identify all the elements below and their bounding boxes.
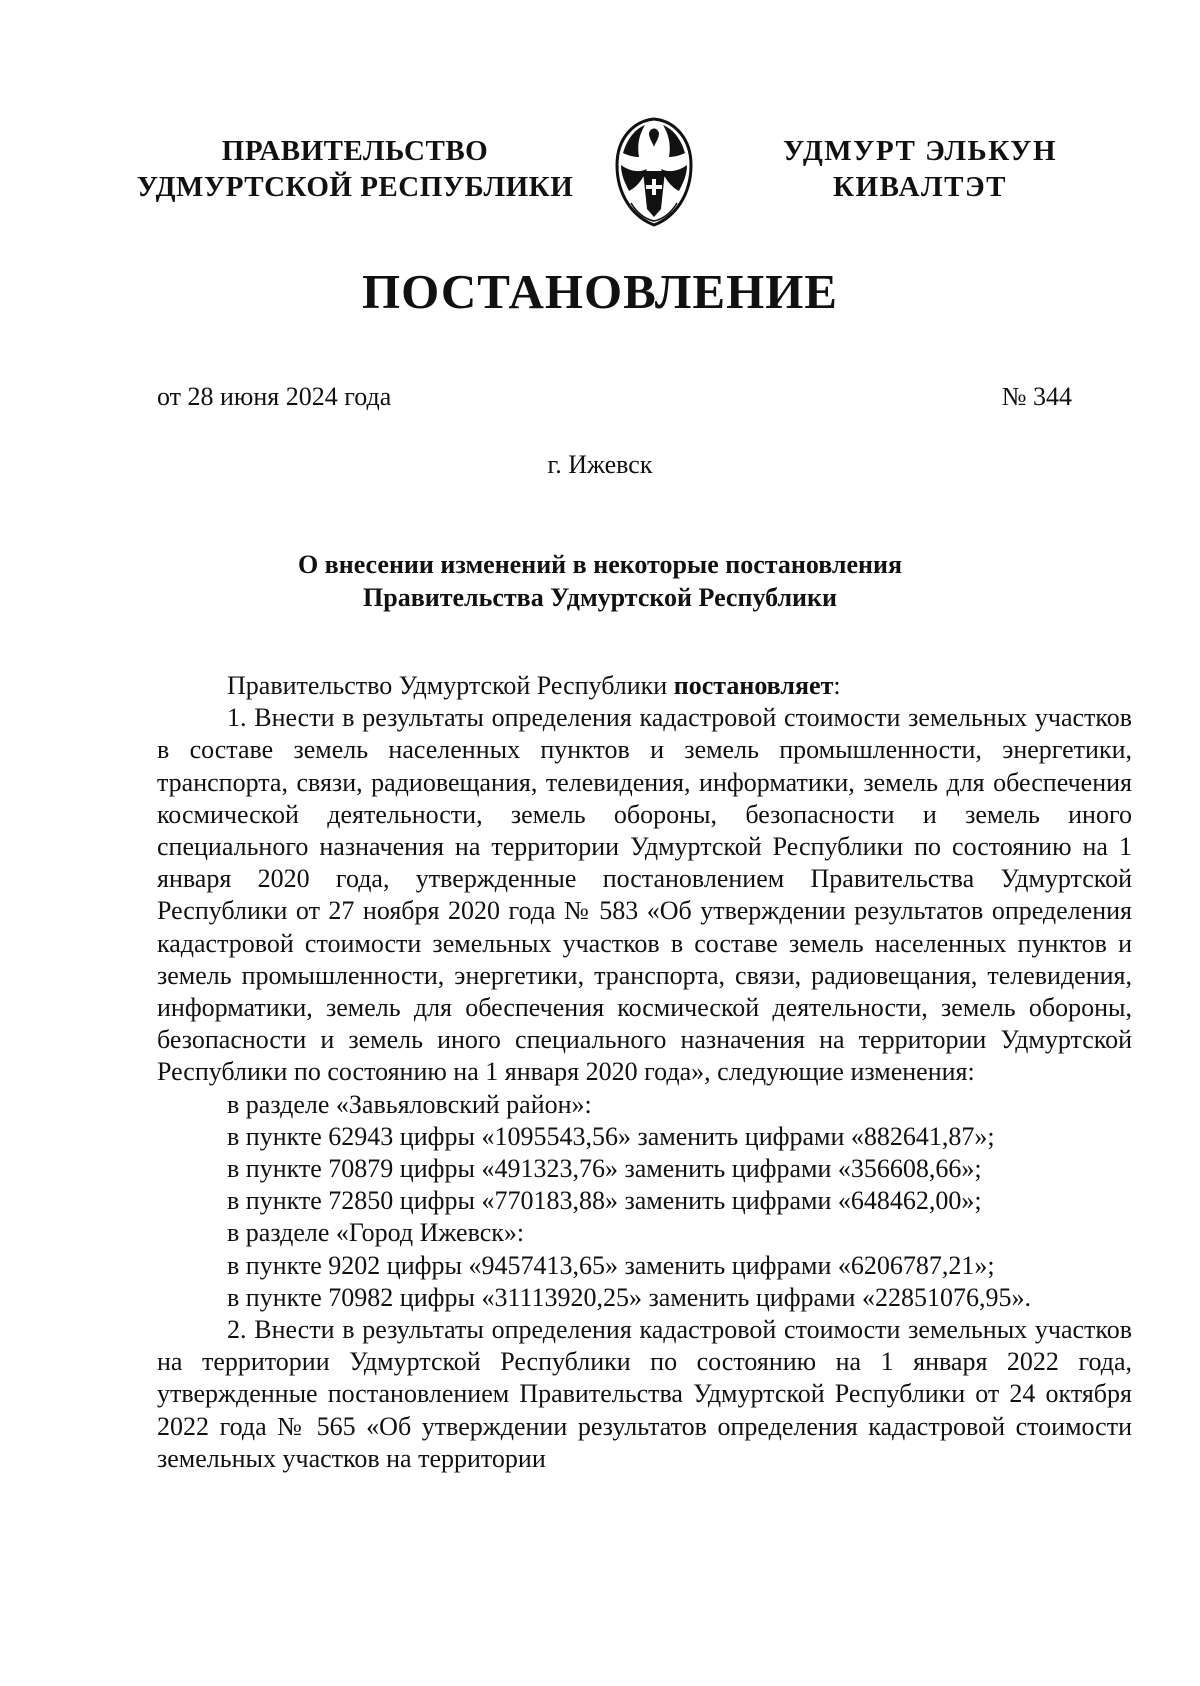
list-item: в разделе «Город Ижевск»: — [227, 1218, 525, 1248]
document-body — [157, 670, 1132, 1475]
coat-of-arms-emblem — [603, 113, 705, 231]
title-line2: Правительства Удмуртской Республики — [363, 583, 837, 612]
header-left-line1: ПРАВИТЕЛЬСТВО — [221, 135, 489, 167]
document-title — [0, 548, 1200, 614]
header-right-line1: УДМУРТ ЭЛЬКУН — [782, 135, 1058, 167]
list-item: в пункте 62943 цифры «1095543,56» заменить цифрами «882641,87»; — [227, 1121, 995, 1151]
document-type: ПОСТАНОВЛЕНИЕ — [362, 264, 838, 319]
title-line1: О внесении изменений в некоторые постановления — [297, 550, 903, 579]
list-item: в разделе «Завьяловский район»: — [227, 1089, 592, 1119]
list-item: в пункте 70879 цифры «491323,76» заменить цифрами «356608,66»; — [227, 1154, 982, 1184]
paragraph-2: 2. Внести в результаты определения кадастровой стоимости земельных участков на территории Удмуртской Республики по состоянию на 1 января 2022 года, утвержденные постановлением Правительства Удмуртской Республики от 24 октября 2022 года № 565 «Об утверждении результатов определения кадастровой стоимости земельных участков на территории — [157, 1315, 1132, 1473]
preamble — [157, 670, 1132, 702]
preamble-verb: постановляет — [673, 671, 834, 700]
paragraph-1: 1. Внести в результаты определения кадастровой стоимости земельных участков в составе земель населенных пунктов и земель промышленности, энергетики, транспорта, связи, радиовещания, телевидения, информатики, земель для обеспечения космической деятельности, земель обороны, безопасности и земель иного специального назначения на территории Удмуртской Республики по состоянию на 1 января 2020 года, утвержденные постановлением Правительства Удмуртской Республики от 27 ноября 2020 года № 583 «Об утверждении результатов определения кадастровой стоимости земельных участков в составе земель населенных пунктов и земель промышленности, энергетики, транспорта, связи, радиовещания, телевидения, информатики, земель для обеспечения космической деятельности, земель обороны, безопасности и земель иного специального назначения на территории Удмуртской Республики по состоянию на 1 января 2020 года», следующие изменения: — [157, 703, 1132, 1087]
header-right — [770, 133, 1070, 205]
preamble-colon: : — [833, 671, 841, 700]
list-item: в пункте 72850 цифры «770183,88» заменить цифрами «648462,00»; — [227, 1186, 982, 1216]
list-item: в пункте 70982 цифры «31113920,25» заменить цифрами «22851076,95». — [227, 1282, 1031, 1312]
preamble-subject: Правительство Удмуртской Республики — [227, 671, 674, 700]
header-left — [135, 133, 575, 205]
header-right-line2: КИВАЛТЭТ — [832, 171, 1007, 203]
list-item: в пункте 9202 цифры «9457413,65» заменить цифрами «6206787,21»; — [227, 1250, 995, 1280]
document-date: от 28 июня 2024 года — [157, 382, 392, 411]
header-left-line2: УДМУРТСКОЙ РЕСПУБЛИКИ — [136, 171, 574, 203]
document-number: № 344 — [1001, 382, 1072, 411]
document-city: г. Ижевск — [547, 450, 653, 479]
